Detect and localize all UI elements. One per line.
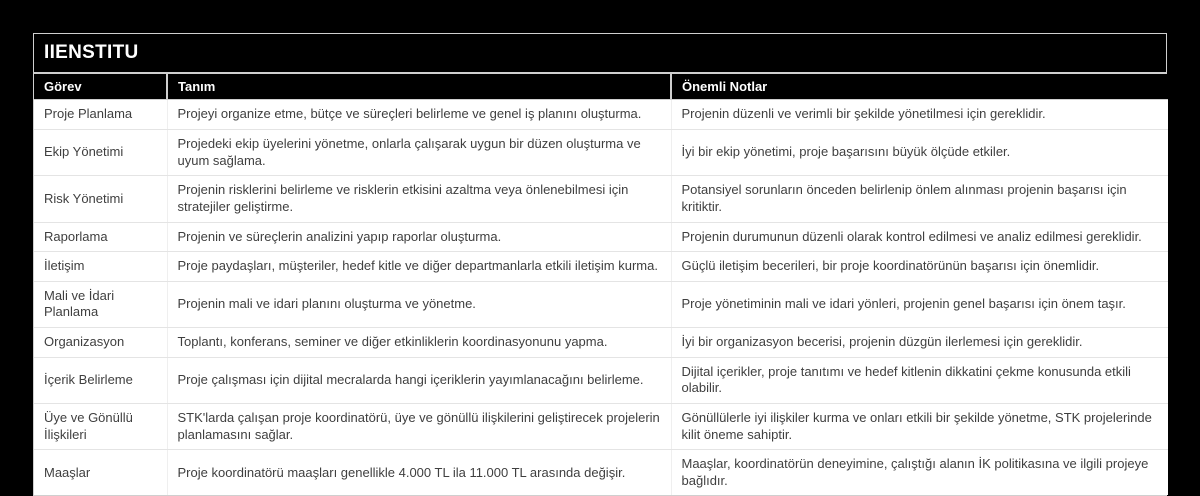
cell-notlar: Proje yönetiminin mali ve idari yönleri, projenin genel başarısı için önem taşır. bbox=[671, 281, 1168, 327]
table-row bbox=[34, 222, 1168, 252]
cell-notlar: Maaşlar, koordinatörün deneyimine, çalıştığı alanın İK politikasına ve ilgili projeye bağlıdır. bbox=[671, 450, 1168, 496]
cell-gorev: Maaşlar bbox=[34, 450, 167, 496]
table-row bbox=[34, 403, 1168, 449]
cell-gorev: İçerik Belirleme bbox=[34, 357, 167, 403]
cell-gorev: Ekip Yönetimi bbox=[34, 130, 167, 176]
cell-tanim: Projedeki ekip üyelerini yönetme, onlarla çalışarak uygun bir düzen oluşturma ve uyum sağlama. bbox=[167, 130, 671, 176]
table-row bbox=[34, 450, 1168, 496]
column-header-notlar: Önemli Notlar bbox=[671, 74, 1168, 100]
table-header bbox=[34, 74, 1168, 100]
column-header-gorev: Görev bbox=[34, 74, 167, 100]
cell-gorev: Risk Yönetimi bbox=[34, 176, 167, 222]
cell-gorev: Mali ve İdari Planlama bbox=[34, 281, 167, 327]
cell-gorev: Raporlama bbox=[34, 222, 167, 252]
cell-tanim: Projeyi organize etme, bütçe ve süreçleri belirleme ve genel iş planını oluşturma. bbox=[167, 100, 671, 130]
cell-notlar: Projenin durumunun düzenli olarak kontrol edilmesi ve analiz edilmesi gereklidir. bbox=[671, 222, 1168, 252]
cell-gorev: İletişim bbox=[34, 252, 167, 282]
cell-notlar: İyi bir ekip yönetimi, proje başarısını büyük ölçüde etkiler. bbox=[671, 130, 1168, 176]
table-row bbox=[34, 130, 1168, 176]
duties-table bbox=[34, 74, 1168, 496]
cell-notlar: Dijital içerikler, proje tanıtımı ve hedef kitlenin dikkatini çekme konusunda etkili olabilir. bbox=[671, 357, 1168, 403]
cell-notlar: Gönüllülerle iyi ilişkiler kurma ve onları etkili bir şekilde yönetme, STK projelerinde kilit öneme sahiptir. bbox=[671, 403, 1168, 449]
cell-notlar: Projenin düzenli ve verimli bir şekilde yönetilmesi için gereklidir. bbox=[671, 100, 1168, 130]
cell-gorev: Organizasyon bbox=[34, 328, 167, 358]
cell-notlar: Güçlü iletişim becerileri, bir proje koordinatörünün başarısı için önemlidir. bbox=[671, 252, 1168, 282]
cell-notlar: Potansiyel sorunların önceden belirlenip önlem alınması projenin başarısı için kritiktir. bbox=[671, 176, 1168, 222]
cell-notlar: İyi bir organizasyon becerisi, projenin düzgün ilerlemesi için gereklidir. bbox=[671, 328, 1168, 358]
brand-title: IIENSTITU bbox=[34, 34, 1166, 74]
cell-tanim: Projenin mali ve idari planını oluşturma ve yönetme. bbox=[167, 281, 671, 327]
cell-gorev: Üye ve Gönüllü İlişkileri bbox=[34, 403, 167, 449]
table-row bbox=[34, 100, 1168, 130]
table-row bbox=[34, 357, 1168, 403]
cell-tanim: Projenin ve süreçlerin analizini yapıp raporlar oluşturma. bbox=[167, 222, 671, 252]
cell-gorev: Proje Planlama bbox=[34, 100, 167, 130]
cell-tanim: Proje çalışması için dijital mecralarda hangi içeriklerin yayımlanacağını belirleme. bbox=[167, 357, 671, 403]
column-header-tanim: Tanım bbox=[167, 74, 671, 100]
table-header-row bbox=[34, 74, 1168, 100]
cell-tanim: Proje koordinatörü maaşları genellikle 4.000 TL ila 11.000 TL arasında değişir. bbox=[167, 450, 671, 496]
cell-tanim: Projenin risklerini belirleme ve risklerin etkisini azaltma veya önlenebilmesi için stratejiler geliştirme. bbox=[167, 176, 671, 222]
table-row bbox=[34, 281, 1168, 327]
table-body bbox=[34, 100, 1168, 496]
table-card bbox=[33, 33, 1167, 496]
table-row bbox=[34, 328, 1168, 358]
cell-tanim: Proje paydaşları, müşteriler, hedef kitle ve diğer departmanlarla etkili iletişim kurma. bbox=[167, 252, 671, 282]
cell-tanim: Toplantı, konferans, seminer ve diğer etkinliklerin koordinasyonunu yapma. bbox=[167, 328, 671, 358]
table-row bbox=[34, 176, 1168, 222]
table-row bbox=[34, 252, 1168, 282]
cell-tanim: STK'larda çalışan proje koordinatörü, üye ve gönüllü ilişkilerini geliştirecek projelerin planlamasını sağlar. bbox=[167, 403, 671, 449]
